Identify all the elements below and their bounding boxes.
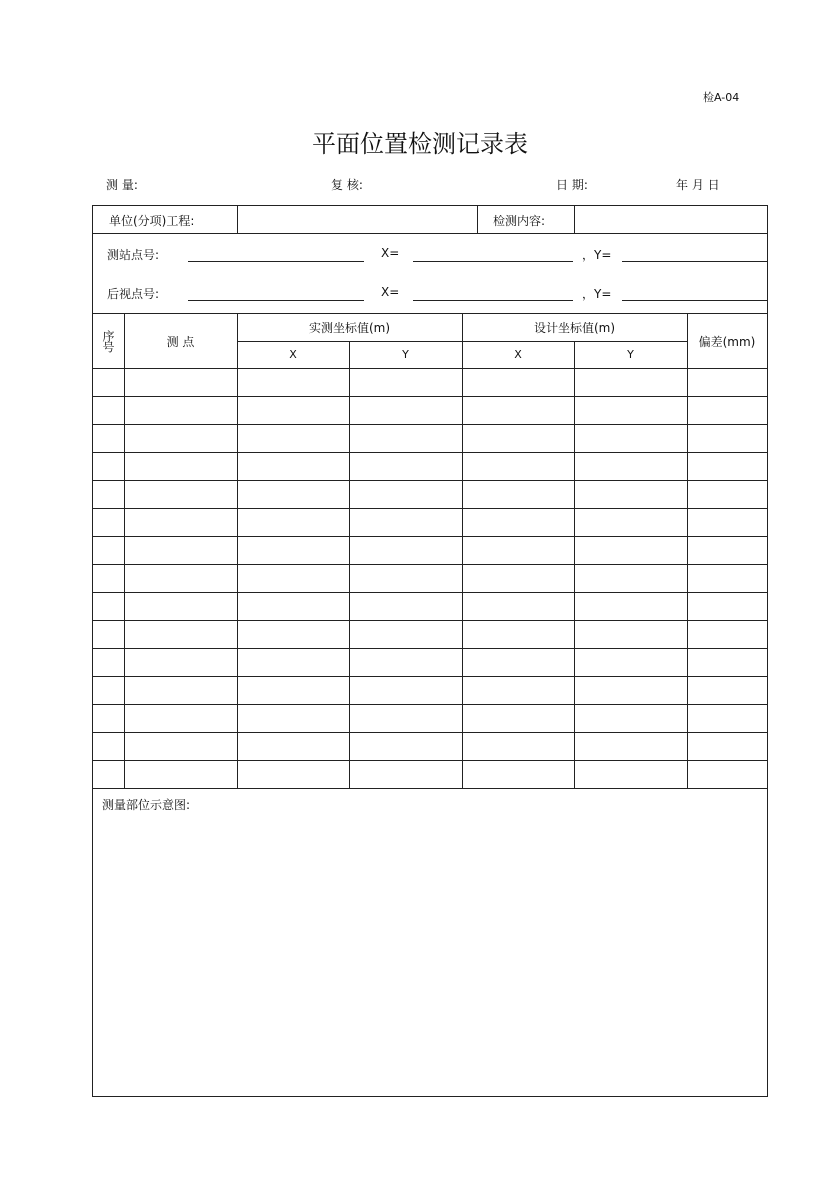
- date-label: 日 期:: [556, 178, 588, 192]
- table-row[interactable]: [93, 733, 767, 760]
- project-label: 单位(分项)工程:: [109, 214, 195, 228]
- table-row[interactable]: [93, 565, 767, 592]
- col-seq: 序号: [101, 330, 115, 352]
- table-row[interactable]: [93, 481, 767, 508]
- col-deviation: 偏差(mm): [698, 334, 756, 349]
- station-label: 测站点号:: [107, 248, 160, 262]
- station-y-label: ，Y=: [582, 248, 612, 262]
- backsight-field[interactable]: [188, 300, 364, 301]
- date-parts: 年 月 日: [676, 178, 720, 192]
- col-design-y: Y: [627, 348, 634, 361]
- table-row[interactable]: [93, 621, 767, 648]
- station-field[interactable]: [188, 261, 364, 262]
- backsight-y-field[interactable]: [622, 300, 767, 301]
- table-row[interactable]: [93, 397, 767, 424]
- table-row[interactable]: [93, 705, 767, 732]
- backsight-y-label: ，Y=: [582, 287, 612, 301]
- form-code: 检A-04: [703, 91, 740, 104]
- backsight-x-field[interactable]: [413, 300, 573, 301]
- grid-line: [237, 205, 238, 233]
- col-point: 测 点: [166, 334, 195, 349]
- checker-label: 复 核:: [331, 178, 363, 192]
- sketch-label: 测量部位示意图:: [102, 798, 191, 812]
- station-x-label: X=: [381, 246, 400, 260]
- sketch-area[interactable]: [93, 812, 766, 1095]
- col-design-x: X: [514, 348, 522, 361]
- table-row[interactable]: [93, 509, 767, 536]
- col-design: 设计坐标值(m): [533, 321, 616, 335]
- table-border-right: [767, 205, 768, 1097]
- grid-line: [92, 788, 768, 789]
- backsight-x-label: X=: [381, 285, 400, 299]
- station-y-field[interactable]: [622, 261, 767, 262]
- table-row[interactable]: [93, 677, 767, 704]
- table-row[interactable]: [93, 453, 767, 480]
- table-border-bottom: [92, 1096, 768, 1097]
- grid-line: [92, 233, 768, 234]
- backsight-label: 后视点号:: [107, 287, 160, 301]
- content-field[interactable]: [576, 206, 766, 233]
- grid-line: [574, 205, 575, 233]
- project-field[interactable]: [240, 206, 476, 233]
- station-x-field[interactable]: [413, 261, 573, 262]
- table-row[interactable]: [93, 537, 767, 564]
- table-row[interactable]: [93, 649, 767, 676]
- col-measured-y: Y: [402, 348, 409, 361]
- content-label: 检测内容:: [493, 214, 546, 228]
- table-row[interactable]: [93, 425, 767, 452]
- col-measured-x: X: [289, 348, 297, 361]
- table-row[interactable]: [93, 761, 767, 788]
- col-measured: 实测坐标值(m): [308, 321, 391, 335]
- grid-line: [477, 205, 478, 233]
- surveyor-label: 测 量:: [106, 178, 138, 192]
- table-row[interactable]: [93, 593, 767, 620]
- page-title: 平面位置检测记录表: [312, 130, 528, 158]
- table-row[interactable]: [93, 369, 767, 396]
